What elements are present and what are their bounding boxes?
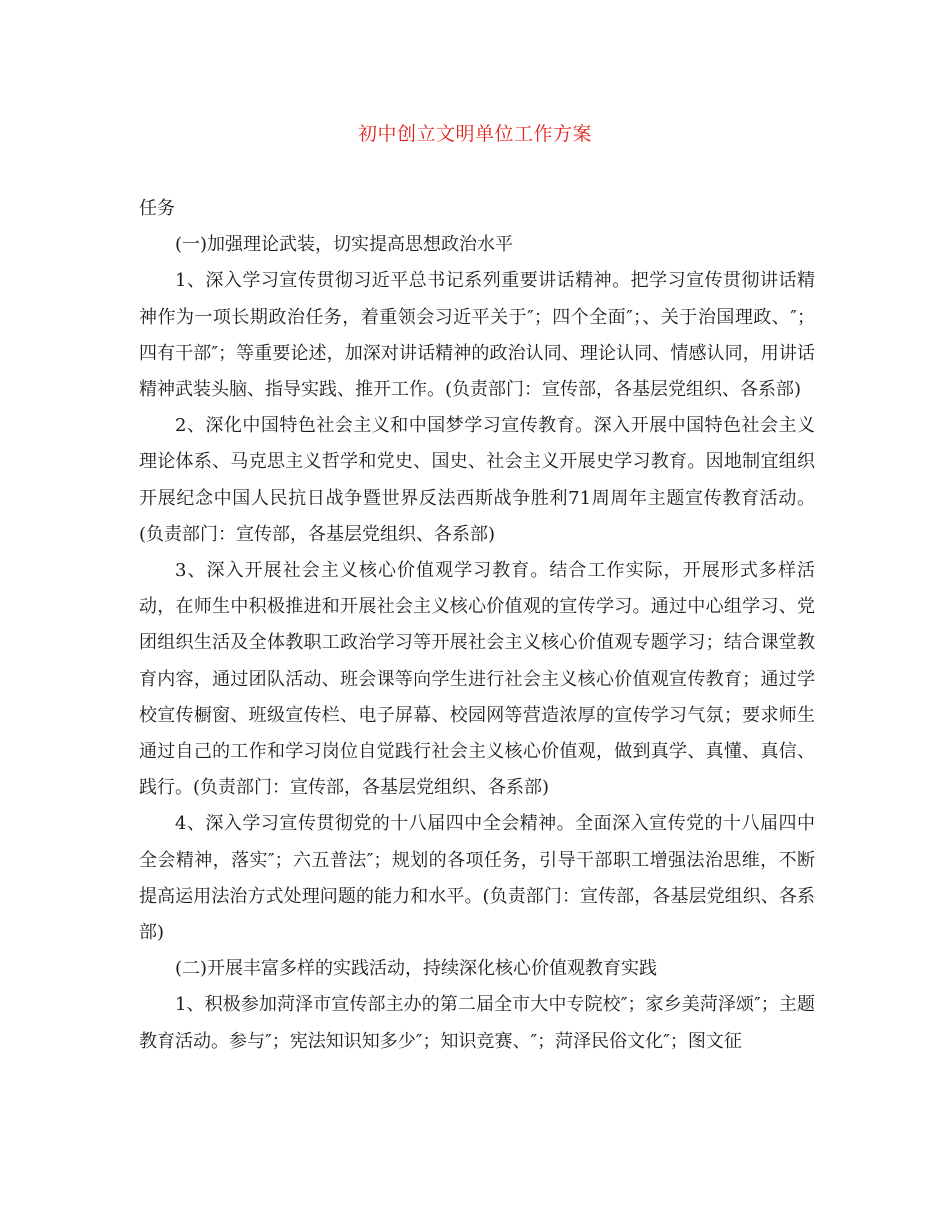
- document-title: 初中创立文明单位工作方案: [357, 123, 592, 145]
- heading-tasks: 任务: [139, 198, 175, 219]
- section-heading-1: (一)加强理论武装，切实提高思想政治水平: [175, 234, 514, 256]
- document-body: [139, 191, 815, 1060]
- paragraph-1-2: 2、深化中国特色社会主义和中国梦学习宣传教育。深入开展中国特色社会主义理论体系、马克思主义哲学和党史、国史、社会主义开展史学习教育。因地制宜组织开展纪念中国人民抗日战争暨世界反法西斯战争胜利71周周年主题宣传教育活动。(负责部门：宣传部，各基层党组织、各系部): [139, 415, 815, 545]
- paragraph-1-4: 4、深入学习宣传贯彻党的十八届四中全会精神。全面深入宣传党的十八届四中全会精神，落实″；六五普法″；规划的各项任务，引导干部职工增强法治思维，不断提高运用法治方式处理问题的能力和水平。(负责部门：宣传部，各基层党组织、各系部): [139, 813, 815, 944]
- paragraph-1-3: 3、深入开展社会主义核心价值观学习教育。结合工作实际，开展形式多样活动，在师生中积极推进和开展社会主义核心价值观的宣传学习。通过中心组学习、党团组织生活及全体教职工政治学习等开展社会主义核心价值观专题学习；结合课堂教育内容，通过团队活动、班会课等向学生进行社会主义核心价值观宣传教育；通过学校宣传橱窗、班级宣传栏、电子屏幕、校园网等营造浓厚的宣传学习气氛；要求师生通过自己的工作和学习岗位自觉践行社会主义核心价值观，做到真学、真懂、真信、践行。(负责部门：宣传部，各基层党组织、各系部): [139, 560, 815, 799]
- paragraph-1-1: 1、深入学习宣传贯彻习近平总书记系列重要讲话精神。把学习宣传贯彻讲话精神作为一项长期政治任务，着重领会习近平关于″；四个全面″；、关于治国理政、″；四有干部″；等重要论述，加深对讲话精神的政治认同、理论认同、情感认同，用讲话精神武装头脑、指导实践、推开工作。(负责部门：宣传部，各基层党组织、各系部): [139, 270, 815, 401]
- section-heading-2: (二)开展丰富多样的实践活动，持续深化核心价值观教育实践: [175, 958, 658, 980]
- paragraph-2-1: 1、积极参加菏泽市宣传部主办的第二届全市大中专院校″；家乡美菏泽颂″；主题教育活动。参与″；宪法知识知多少″；知识竞赛、″；菏泽民俗文化″；图文征: [139, 994, 815, 1052]
